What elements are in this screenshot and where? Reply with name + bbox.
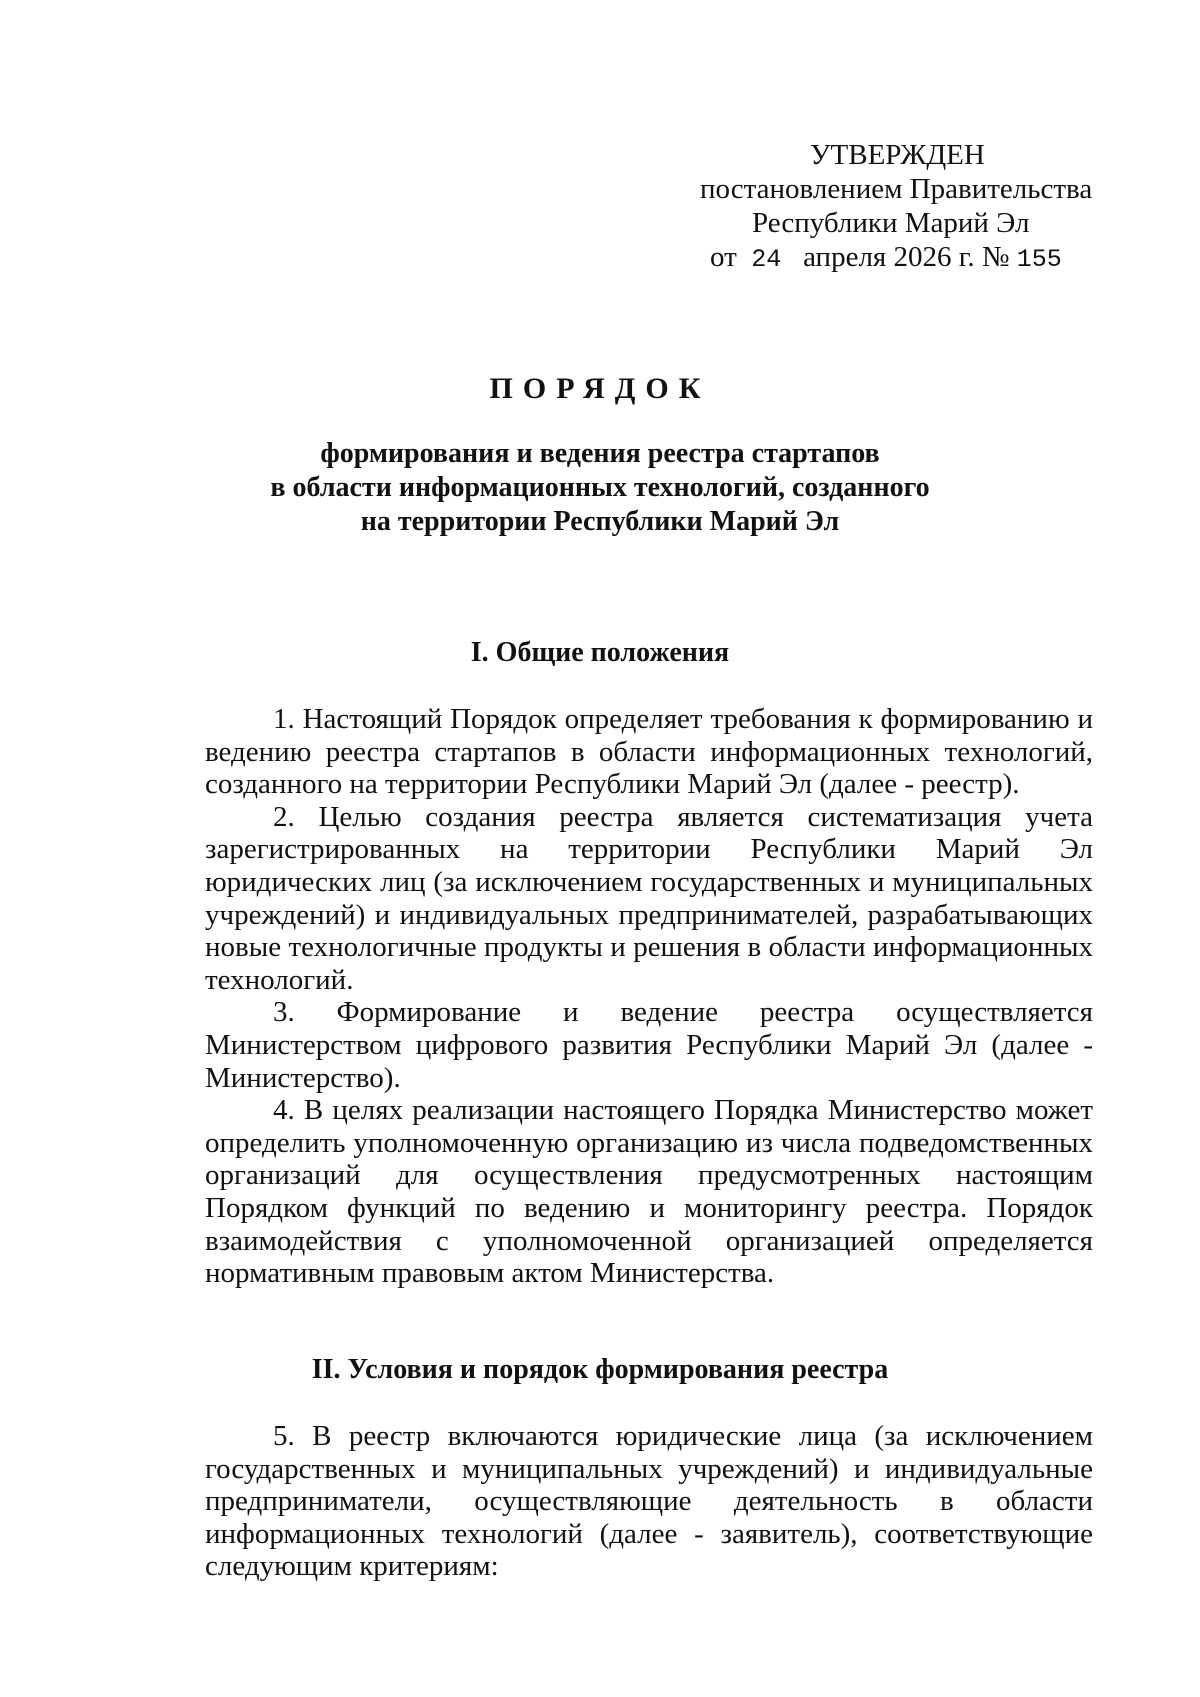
subtitle-line: на территории Республики Марий Эл [360,506,840,537]
subtitle-line: в области информационных технологий, созданного [270,472,930,503]
paragraph-4: 4. В целях реализации настоящего Порядка Министерство может определить уполномоченную организацию из числа подведомственных организаций для осуществления предусмотренных настоящим Порядком функций по ведению и мониторингу реестра. Порядок взаимодействия с уполномоченной организацией определяется нормативным правовым актом Министерства. [205,1094,1093,1290]
approval-block [700,138,1100,277]
date-prefix: от [710,241,737,273]
paragraph-2: 2. Целью создания реестра является систематизация учета зарегистрированных на территории Республики Марий Эл юридических лиц (за исключением государственных и муниципальных учреждений) и индивидуальных предпринимателей, разрабатывающих новые технологичные продукты и решения в области информационных технологий. [205,800,1093,996]
paragraph-1: 1. Настоящий Порядок определяет требования к формированию и ведению реестра стартапов в области информационных технологий, созданного на территории Республики Марий Эл (далее - реестр). [205,703,1093,801]
approval-day: 24 [751,245,782,274]
paragraph-3: 3. Формирование и ведение реестра осуществляется Министерством цифрового развития Республики Марий Эл (далее - Министерство). [205,996,1093,1094]
approval-heading: УТВЕРЖДЕН [810,139,985,171]
document-subtitle [0,437,1200,539]
approval-republic-line: Республики Марий Эл [752,207,1030,239]
approval-date-line [710,240,1100,277]
section-heading-general: I. Общие положения [470,637,730,668]
approval-month-year: апреля 2026 г. № [803,241,1010,273]
document-title: ПОРЯДОК [489,372,711,405]
paragraph-5: 5. В реестр включаются юридические лица (за исключением государственных и муниципальных учреждений) и индивидуальные предприниматели, осуществляющие деятельность в области информационных технологий (далее - заявитель), соответствующие следующим критериям: [205,1420,1093,1583]
approval-number: 155 [1016,245,1062,274]
approval-decree-line: постановлением Правительства [700,173,1093,205]
section-heading-formation: II. Условия и порядок формирования реестра [311,1354,889,1385]
section-body-formation [205,1420,1093,1583]
section-body-general [205,703,1093,1290]
subtitle-line: формирования и ведения реестра стартапов [320,438,880,469]
